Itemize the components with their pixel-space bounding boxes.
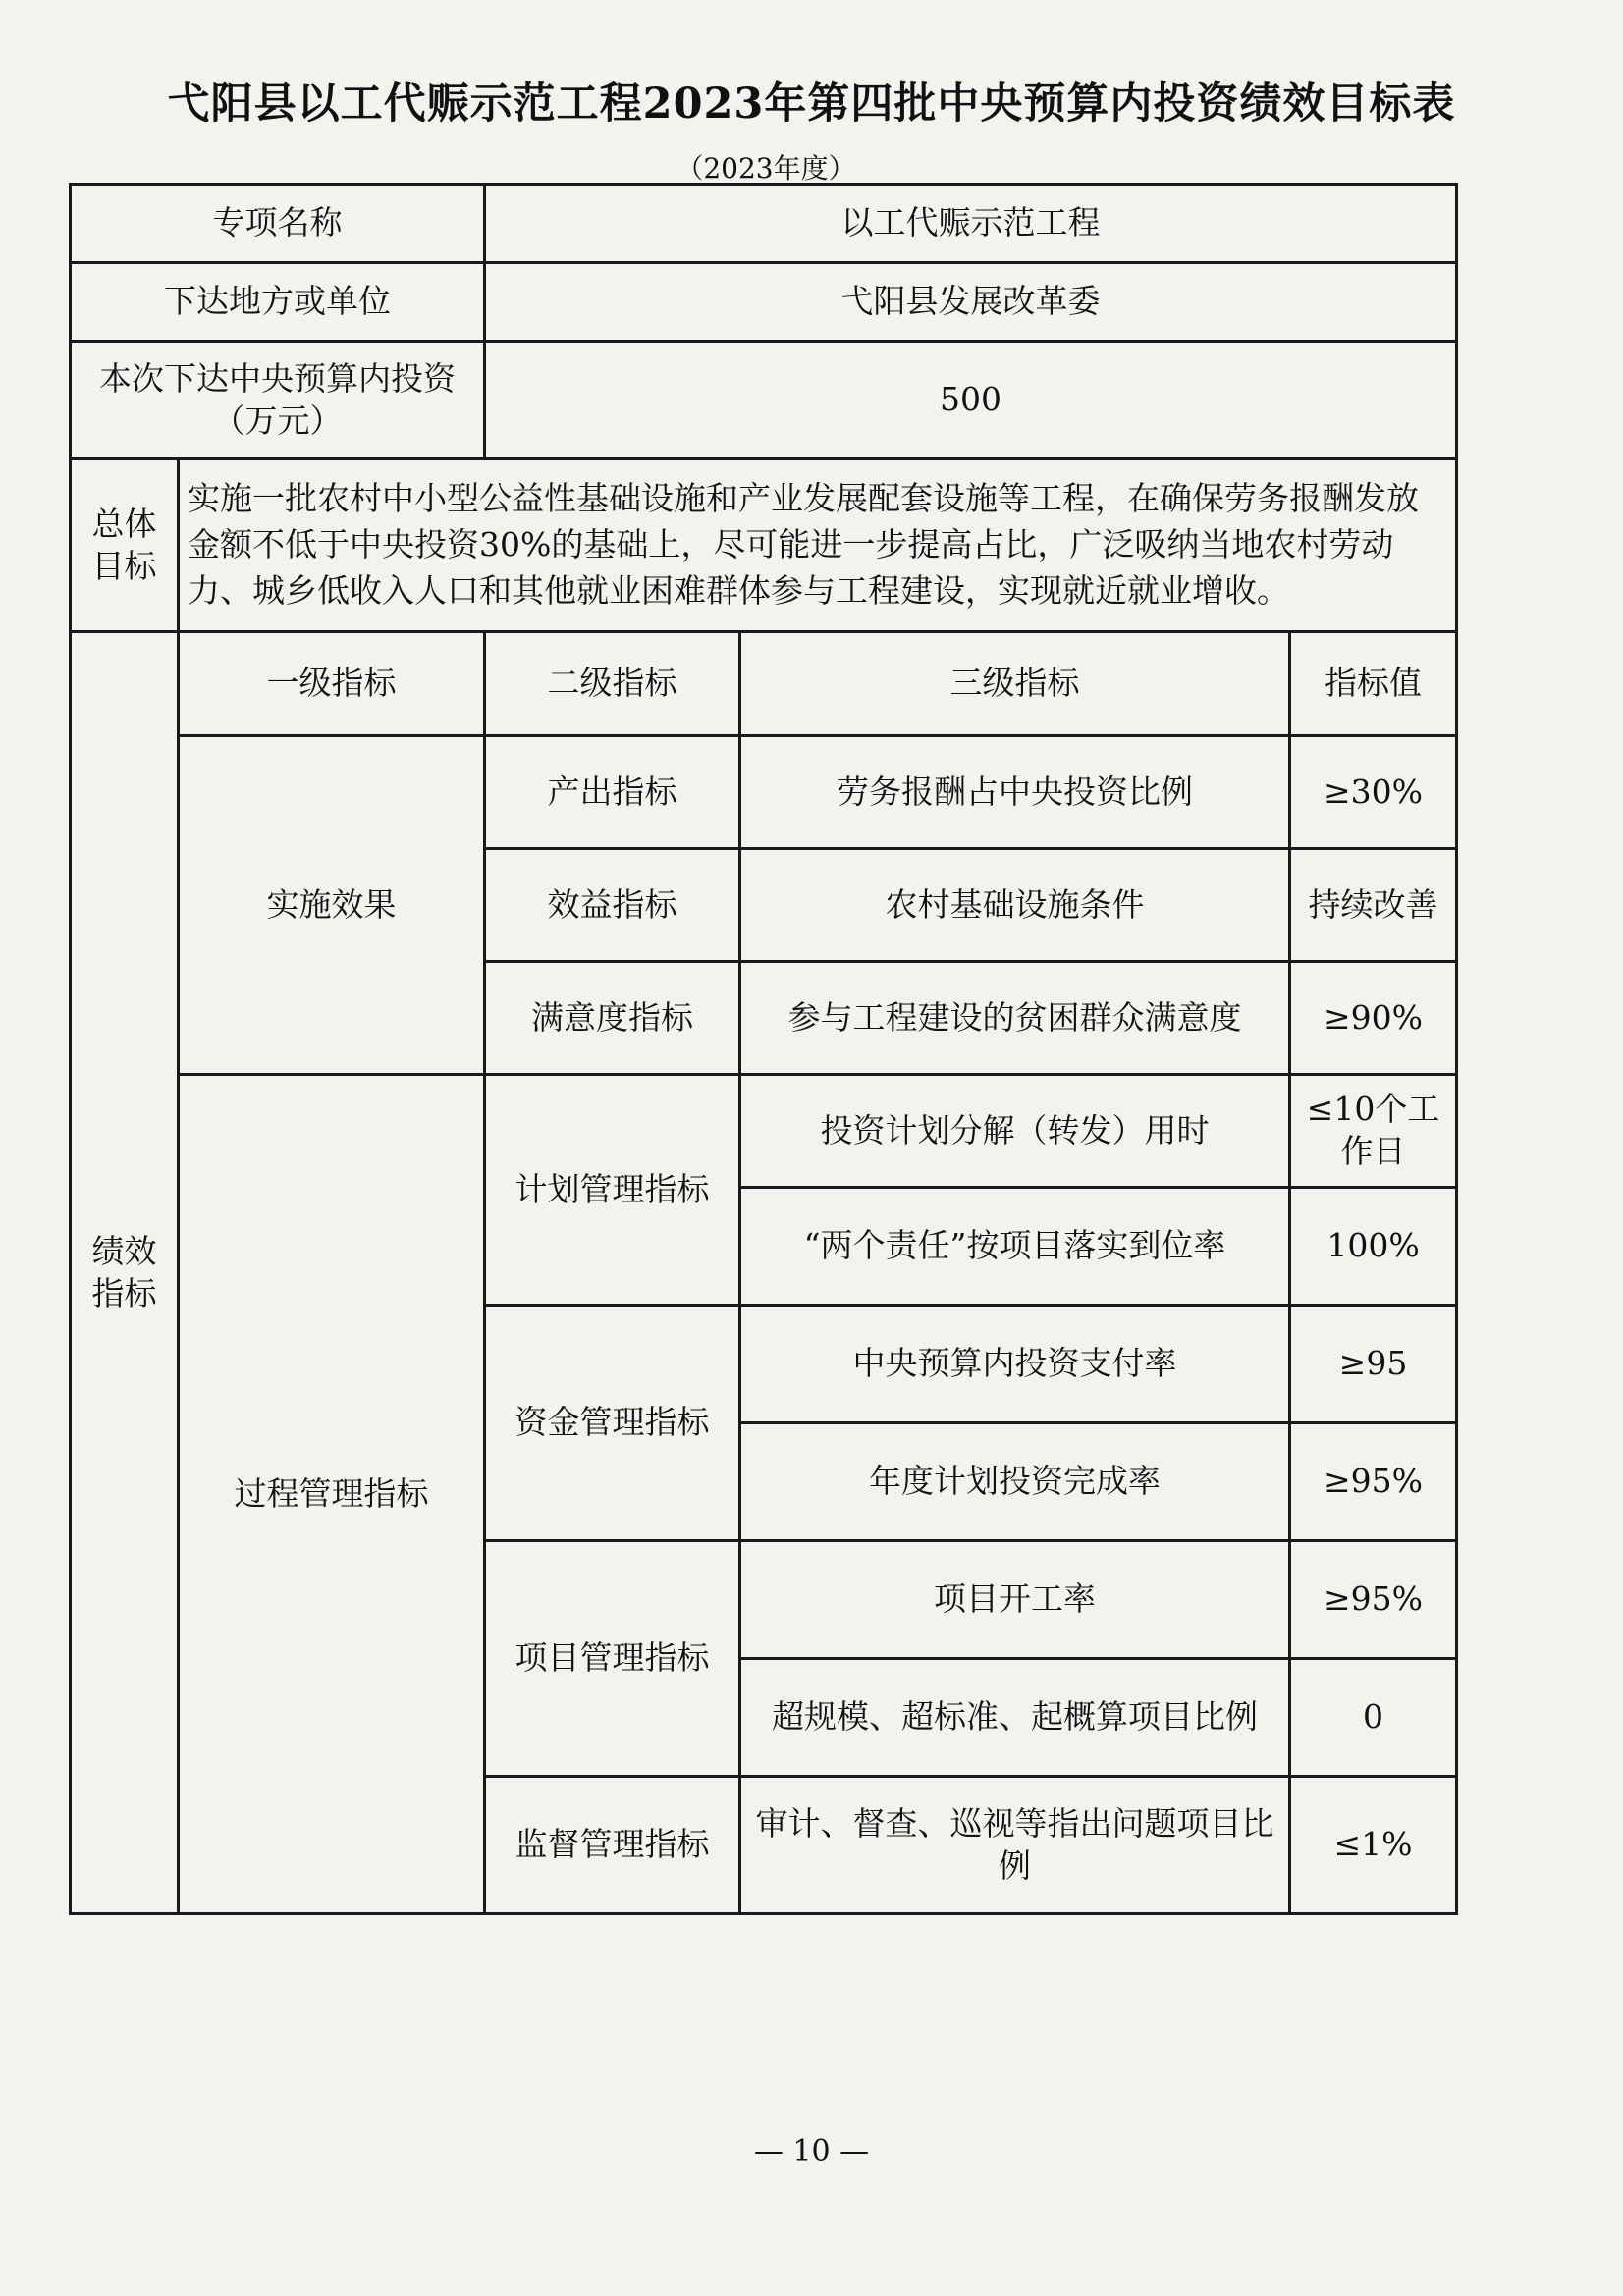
level2-output: 产出指标: [485, 736, 740, 849]
project-name-label: 专项名称: [71, 185, 485, 263]
goal-label-line1: 总体: [91, 504, 157, 543]
document-subtitle: （2023年度）: [676, 152, 856, 185]
level3-rural-infrastructure: 农村基础设施条件: [740, 849, 1290, 962]
value-rural-infrastructure: 持续改善: [1290, 849, 1457, 962]
investment-label: [71, 342, 485, 459]
investment-value: 500: [485, 342, 1457, 459]
goal-label-line2: 目标: [91, 546, 157, 585]
level3-two-responsibilities: “两个责任”按项目落实到位率: [740, 1188, 1290, 1306]
value-audit-issue-ratio: ≤1%: [1290, 1777, 1457, 1914]
level2-plan-management: 计划管理指标: [485, 1075, 740, 1306]
value-plan-decomposition-time: ≤10个工作日: [1290, 1075, 1457, 1188]
row-overall-goal: [71, 459, 1457, 632]
level3-audit-issue-ratio: 审计、督查、巡视等指出问题项目比例: [740, 1777, 1290, 1914]
project-name-value: 以工代赈示范工程: [485, 185, 1457, 263]
investment-label-line1: 本次下达中央预算内投资: [99, 358, 456, 398]
performance-indicators-label: [71, 632, 179, 1914]
indicators-label-line2: 指标: [91, 1273, 157, 1312]
page-number: — 10 —: [753, 2134, 870, 2168]
header-level1: 一级指标: [179, 632, 485, 736]
level3-over-budget-ratio: 超规模、超标准、起概算项目比例: [740, 1659, 1290, 1777]
header-level3: 三级指标: [740, 632, 1290, 736]
row-investment: [71, 342, 1457, 459]
level2-benefit: 效益指标: [485, 849, 740, 962]
value-completion-rate: ≥95%: [1290, 1423, 1457, 1541]
level3-plan-decomposition-time: 投资计划分解（转发）用时: [740, 1075, 1290, 1188]
indicators-label-line1: 绩效: [91, 1231, 157, 1270]
document-title: 弋阳县以工代赈示范工程2023年第四批中央预算内投资绩效目标表: [167, 80, 1456, 129]
overall-goal-text: 实施一批农村中小型公益性基础设施和产业发展配套设施等工程，在确保劳务报酬发放金额不低于中央投资30%的基础上，尽可能进一步提高占比，广泛吸纳当地农村劳动力、城乡低收入人口和其他就业困难群体参与工程建设，实现就近就业增收。: [188, 479, 1419, 610]
unit-label: 下达地方或单位: [71, 263, 485, 342]
table-row: [71, 736, 1457, 849]
value-two-responsibilities: 100%: [1290, 1188, 1457, 1306]
investment-label-line2: （万元）: [212, 400, 343, 440]
value-satisfaction: ≥90%: [1290, 962, 1457, 1075]
level2-project-management: 项目管理指标: [485, 1541, 740, 1777]
level3-start-rate: 项目开工率: [740, 1541, 1290, 1659]
value-over-budget-ratio: 0: [1290, 1659, 1457, 1777]
header-level2: 二级指标: [485, 632, 740, 736]
value-payment-rate: ≥95: [1290, 1306, 1457, 1423]
row-unit: [71, 263, 1457, 342]
level3-labor-pay-ratio: 劳务报酬占中央投资比例: [740, 736, 1290, 849]
level1-implementation-effect: 实施效果: [179, 736, 485, 1075]
level3-payment-rate: 中央预算内投资支付率: [740, 1306, 1290, 1423]
level3-completion-rate: 年度计划投资完成率: [740, 1423, 1290, 1541]
row-project-name: [71, 185, 1457, 263]
table-row: [71, 1075, 1457, 1188]
level2-satisfaction: 满意度指标: [485, 962, 740, 1075]
row-indicator-headers: [71, 632, 1457, 736]
level2-supervision-management: 监督管理指标: [485, 1777, 740, 1914]
value-start-rate: ≥95%: [1290, 1541, 1457, 1659]
overall-goal-label: [71, 459, 179, 632]
value-labor-pay-ratio: ≥30%: [1290, 736, 1457, 849]
performance-target-table: [69, 183, 1458, 1915]
overall-goal-text-cell: [179, 459, 1457, 632]
header-value: 指标值: [1290, 632, 1457, 736]
level2-fund-management: 资金管理指标: [485, 1306, 740, 1541]
level1-process-management: 过程管理指标: [179, 1075, 485, 1914]
level3-satisfaction: 参与工程建设的贫困群众满意度: [740, 962, 1290, 1075]
unit-value: 弋阳县发展改革委: [485, 263, 1457, 342]
